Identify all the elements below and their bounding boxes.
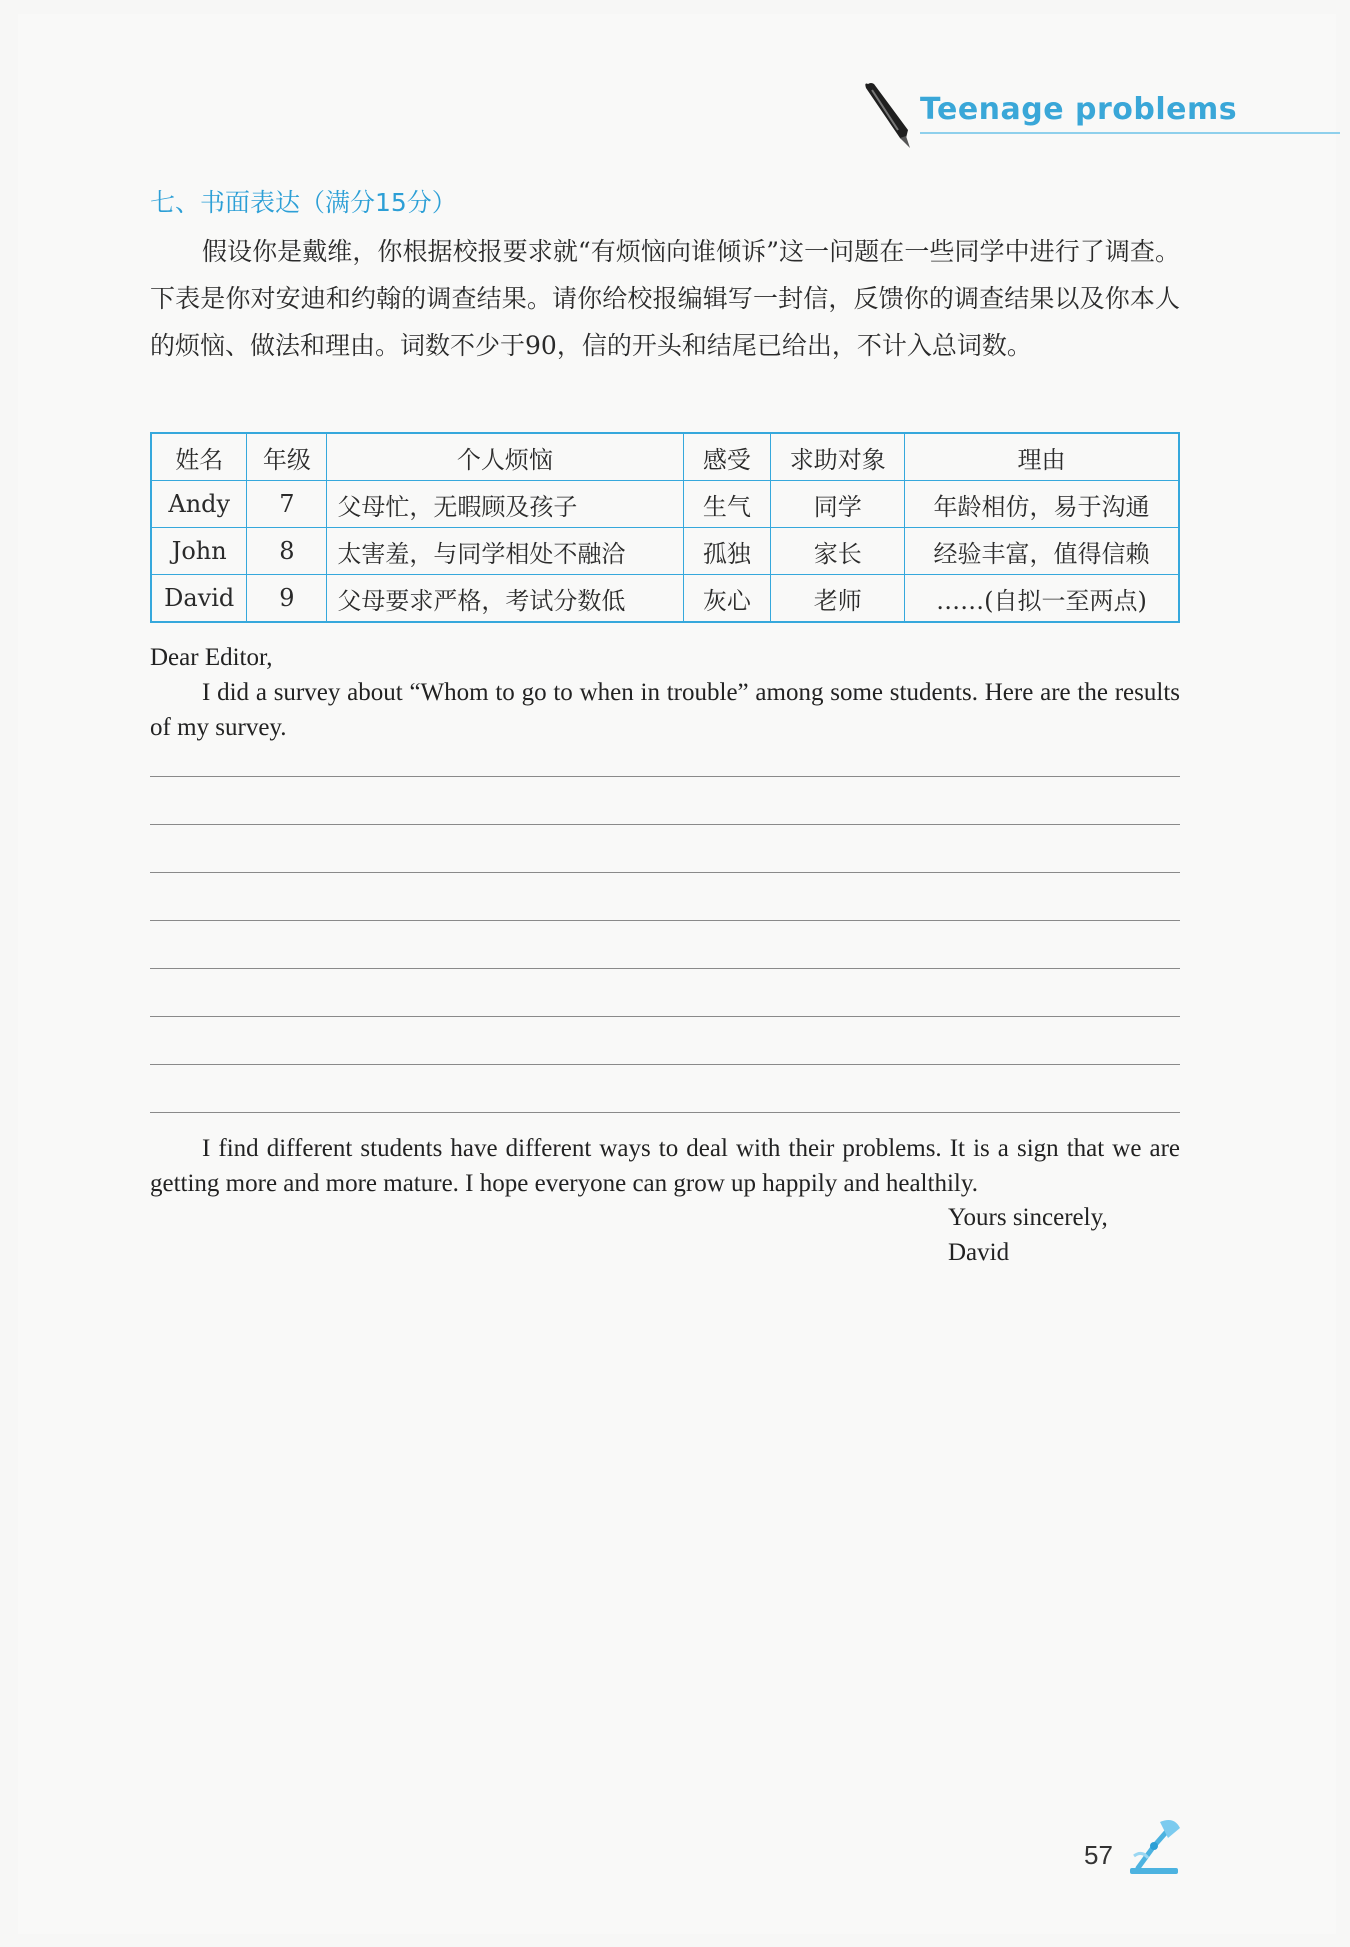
cell-grade: 9 bbox=[247, 575, 327, 623]
letter-signoff-block bbox=[948, 1200, 1108, 1270]
writing-line[interactable] bbox=[150, 1112, 1180, 1113]
instructions: 假设你是戴维，你根据校报要求就“有烦恼向谁倾诉”这一问题在一些同学中进行了调查。下表是你对安迪和约翰的调查结果。请你给校报编辑写一封信，反馈你的调查结果以及你本人的烦恼、做法和理由。词数不少于90，信的开头和结尾已给出，不计入总词数。 bbox=[150, 237, 1180, 360]
table-row bbox=[151, 481, 1179, 528]
cell-helper: 同学 bbox=[771, 481, 905, 528]
letter-signature: David bbox=[948, 1239, 1010, 1266]
pen-icon bbox=[860, 80, 920, 150]
cell-grade: 7 bbox=[247, 481, 327, 528]
writing-line[interactable] bbox=[150, 1016, 1180, 1017]
cell-helper: 老师 bbox=[771, 575, 905, 623]
table-row bbox=[151, 528, 1179, 575]
lamp-icon bbox=[1124, 1816, 1184, 1878]
cell-name: Andy bbox=[151, 481, 247, 528]
header-reason: 理由 bbox=[905, 433, 1179, 481]
table-row bbox=[151, 575, 1179, 623]
section-title: 七、书面表达（满分15分） bbox=[150, 188, 457, 217]
header-grade: 年级 bbox=[247, 433, 327, 481]
letter-signoff: Yours sincerely, bbox=[948, 1204, 1108, 1231]
page-header bbox=[860, 80, 1340, 150]
header-rule bbox=[920, 132, 1340, 134]
cell-name: David bbox=[151, 575, 247, 623]
writing-line[interactable] bbox=[150, 1064, 1180, 1065]
writing-line[interactable] bbox=[150, 776, 1180, 777]
letter-closing: I find different students have different ways to deal with their problems. It is a sign that we are getting more and more mature. I hope everyone can grow up happily and healthily. bbox=[150, 1135, 1180, 1197]
cell-reason: ……(自拟一至两点) bbox=[905, 575, 1179, 623]
cell-name: John bbox=[151, 528, 247, 575]
letter-greeting: Dear Editor, bbox=[150, 644, 273, 671]
cell-feeling: 生气 bbox=[683, 481, 771, 528]
cell-grade: 8 bbox=[247, 528, 327, 575]
header-helper: 求助对象 bbox=[771, 433, 905, 481]
cell-feeling: 灰心 bbox=[683, 575, 771, 623]
cell-problem: 父母要求严格，考试分数低 bbox=[327, 575, 683, 623]
cell-problem: 太害羞，与同学相处不融洽 bbox=[327, 528, 683, 575]
cell-helper: 家长 bbox=[771, 528, 905, 575]
cell-reason: 经验丰富，值得信赖 bbox=[905, 528, 1179, 575]
writing-line[interactable] bbox=[150, 824, 1180, 825]
writing-line[interactable] bbox=[150, 872, 1180, 873]
cell-reason: 年龄相仿，易于沟通 bbox=[905, 481, 1179, 528]
header-feeling: 感受 bbox=[683, 433, 771, 481]
survey-table bbox=[150, 432, 1180, 623]
header-problem: 个人烦恼 bbox=[327, 433, 683, 481]
letter-opening: I did a survey about “Whom to go to when in trouble” among some students. Here are the results of my survey. bbox=[150, 679, 1180, 741]
table-header-row bbox=[151, 433, 1179, 481]
header-title: Teenage problems bbox=[920, 92, 1238, 127]
writing-line[interactable] bbox=[150, 920, 1180, 921]
cell-feeling: 孤独 bbox=[683, 528, 771, 575]
cell-problem: 父母忙，无暇顾及孩子 bbox=[327, 481, 683, 528]
page-number: 57 bbox=[1084, 1840, 1113, 1870]
writing-line[interactable] bbox=[150, 968, 1180, 969]
header-name: 姓名 bbox=[151, 433, 247, 481]
